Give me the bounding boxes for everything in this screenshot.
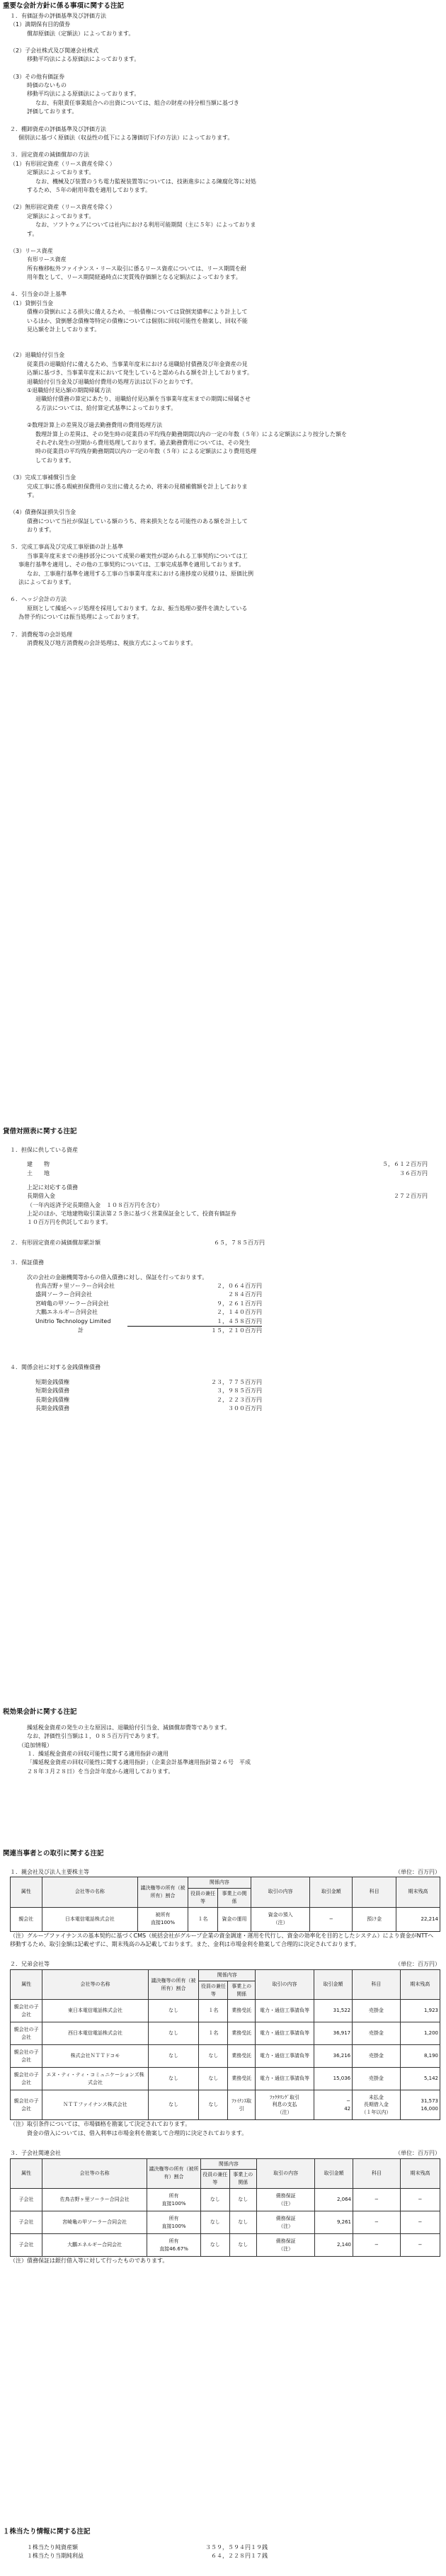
subsidiary-table	[10, 2158, 440, 2257]
cell: 業務受託	[228, 2022, 256, 2045]
note: １０百万円を供託しております。	[27, 1219, 112, 1226]
label: １株当たり純資産額	[27, 2543, 78, 2551]
cell: 業務受託	[228, 2068, 256, 2090]
cell: 売掛金	[353, 2000, 400, 2022]
table-note: （注）グループファイナンスの基本契約に基づくCMS（統括会社がグループ企業の資金調達・運用を代行し、資金の効率化を目的としたシステム）により資金がNTTへ移動するため、取引金額は記載せずに、期末残高のみ記載しております。また、金利は市場金利を勘案して合理的に決定されております。	[10, 1932, 434, 1948]
paragraph-line: （1）満期保有目的債券	[10, 21, 71, 28]
cell: 親会社	[11, 1907, 42, 1931]
table-body	[11, 2000, 440, 2120]
th: 議決権等の所有（被所有）割合	[138, 1877, 188, 1908]
cell: 債務保証 （注）	[256, 2234, 314, 2257]
section-accounting-policies	[3, 1, 428, 648]
paragraph-line: 評価しております。	[27, 108, 78, 115]
table-caption	[10, 1960, 440, 1969]
paragraph-line: ②数理計算上の差異及び過去勤務費用の費用処理方法	[27, 422, 163, 429]
paragraph: （追加情報）	[18, 1741, 52, 1748]
cell: 業務受託	[228, 2000, 256, 2022]
note: 次の会社の金融機関等からの借入債務に対し、保証を行っております。	[27, 1273, 208, 1281]
label: 盛岡ソーラー合同会社	[35, 1291, 92, 1298]
label: 佐鳥吉野ヶ里ソーラー合同会社	[35, 1283, 115, 1290]
table-unit: （単位：百万円）	[395, 1868, 440, 1875]
paragraph: 「繰延税金資産の回収可能性に関する適用指針」（企業会計基準適用指針第２６号 平成	[27, 1759, 251, 1766]
table-title: ２．兄弟会社等	[10, 1961, 50, 1968]
cell: 債務保証 （注）	[256, 2211, 314, 2234]
paragraph-line: するため、５年の耐用年数を適用しております。	[27, 186, 151, 193]
paragraph-line: （4）債務保証損失引当金	[10, 509, 76, 516]
cell: なし	[199, 2090, 228, 2120]
table-row	[11, 2022, 440, 2045]
list-item	[27, 1192, 428, 1201]
th: 会社等の名称	[42, 2158, 147, 2189]
value: ２７２百万円	[394, 1193, 428, 1200]
list-item	[35, 1290, 262, 1299]
cell: なし	[229, 2234, 256, 2257]
list-item	[35, 1282, 262, 1290]
value: ２，１４０百万円	[217, 1309, 262, 1316]
section-title: 重要な会計方針に係る事項に関する注記	[3, 2, 125, 10]
paragraph-line: 従業員の退職給付に備えるため、当事業年度末における退職給付債務及び年金資産の見	[27, 360, 248, 367]
cell: １名	[188, 1907, 217, 1931]
cell: なし	[200, 2234, 229, 2257]
value: ３６百万円	[399, 1169, 428, 1177]
paragraph-line: 債権の貸倒れによる損失に備えるため、一般債権については貸倒実績率により計上して	[27, 309, 248, 316]
cell: 22,214	[396, 1907, 440, 1931]
list-item	[35, 1404, 262, 1413]
cell: 電力・通信工事請負等	[256, 2022, 314, 2045]
paragraph-line: 有形リース資産	[27, 256, 67, 263]
cell: 株式会社ＮＴＴドコモ	[42, 2045, 148, 2068]
list-item	[27, 1169, 428, 1178]
cell: 業務受託	[228, 2045, 256, 2068]
sibling-company-table	[10, 1969, 440, 2121]
table-caption	[10, 2149, 440, 2158]
cell: 西日本電信電話株式会社	[42, 2022, 148, 2045]
section-title: 貸借対照表に関する注記	[3, 1128, 77, 1135]
cell: 子会社	[11, 2234, 42, 2257]
label: 長期借入金	[27, 1193, 55, 1200]
subheading: 上記に対応する債務	[27, 1184, 78, 1191]
paragraph-line: しております。	[35, 457, 75, 464]
cell: なし	[148, 2068, 199, 2090]
cell: −	[400, 2211, 440, 2234]
paragraph-line: （2）無形固定資産（リース資産を除く）	[10, 204, 115, 211]
paragraph-line: 完成工事に係る瑕疵担保費用の支出に備えるため、将来の見積補償額を計上しておりま	[27, 483, 248, 490]
paragraph-line: 込額に基づき、当事業年度末において発生していると認められる額を計上しております。	[27, 370, 253, 377]
value: ５，６１２百万円	[382, 1161, 428, 1168]
table-title: １．親会社及び法人主要株主等	[10, 1868, 89, 1875]
paragraph-line: す。	[27, 230, 38, 237]
th: 科目	[353, 1969, 400, 2000]
paragraph-line: なお、有限責任事業組合への出資については、組合の財産の持分相当額に基づき	[35, 99, 239, 106]
paragraph-line: なお、機械及び装置のうち電力監視装置等については、技術進歩による陳腐化等に対処	[35, 178, 256, 185]
th: 取引の内容	[256, 1969, 314, 2000]
cell: 売掛金	[353, 2045, 400, 2068]
cell: ＮＴＴファイナンス株式会社	[42, 2090, 148, 2120]
cell: 5,142	[400, 2068, 440, 2090]
paragraph-line: 定額法によっております。	[27, 169, 95, 176]
th: 議決権等の所有（被所有）割合	[147, 2158, 201, 2189]
th: 役員の兼任等	[200, 2170, 229, 2189]
cell: 15,036	[314, 2068, 352, 2090]
label: １株当たり当期純利益	[27, 2553, 84, 2560]
paragraph-line: ７．消費税等の会計処理	[10, 631, 72, 638]
paragraph-line: 原則として繰延ヘッジ処理を採用しております。なお、振当処理の要件を満たしている	[27, 605, 248, 612]
th: 関係内容	[188, 1877, 251, 1889]
paragraph-line: ６．ヘッジ会計の方法	[10, 596, 67, 603]
table-unit: （単位：百万円）	[395, 2150, 440, 2157]
paragraph-line: 時価のないもの	[27, 82, 67, 89]
cell: 親会社の子会社	[11, 2000, 42, 2022]
cell: 売掛金	[353, 2068, 400, 2090]
th: 属性	[11, 2158, 42, 2189]
paragraph-line: ５．完成工事高及び完成工事原価の計上基準	[10, 544, 123, 551]
section-title: 税効果会計に関する注記	[3, 1708, 77, 1716]
th: 期末残高	[400, 2158, 440, 2189]
table-row	[11, 2045, 440, 2068]
paragraph-line: 個別法に基づく原価法（収益性の低下による簿価切下げの方法）によっております。	[18, 134, 234, 142]
list-item	[35, 1300, 262, 1308]
cell: 日本電信電話株式会社	[42, 1907, 138, 1931]
cell: 子会社	[11, 2211, 42, 2234]
cell: 子会社	[11, 2189, 42, 2211]
table-row	[11, 2234, 440, 2257]
cell: 1,200	[400, 2022, 440, 2045]
guarantees-list	[3, 1282, 262, 1335]
cell: 親会社の子会社	[11, 2090, 42, 2120]
cell: なし	[200, 2189, 229, 2211]
th: 会社等の名称	[42, 1969, 148, 2000]
paragraph-line: ４．引当金の計上基準	[10, 291, 67, 298]
paragraph-line: 当事業年度末までの進捗部分について成果の確実性が認められる工事契約については工	[27, 552, 248, 559]
cell: −	[400, 2234, 440, 2257]
paragraph: ２８年３月２８日）を当会計年度から適用しております。	[27, 1768, 174, 1775]
cell: − 42	[314, 2090, 352, 2120]
cell: 8,190	[400, 2045, 440, 2068]
th: 属性	[11, 1877, 42, 1908]
assets-list	[3, 1160, 428, 1178]
paragraph-line: おります。	[27, 527, 55, 534]
cell: なし	[200, 2211, 229, 2234]
paragraph-line: 償却原価法（定額法）によっております。	[27, 30, 135, 37]
cell: 36,216	[314, 2045, 352, 2068]
cell: なし	[148, 2022, 199, 2045]
paragraph: １．繰延税金資産の回収可能性に関する適用指針の適用	[27, 1750, 168, 1757]
paragraph-line: 用年数として、リース期間経過時点に実質残存価額となる定額法によっております。	[27, 274, 241, 281]
th: 取引の内容	[251, 1877, 310, 1908]
cell: 所有 直接100%	[147, 2211, 201, 2234]
list-item	[27, 1160, 428, 1169]
table-row	[11, 2211, 440, 2234]
paragraph-line: １．有価証券の評価基準及び評価方法	[10, 12, 106, 19]
th: 役員の兼任等	[188, 1888, 217, 1907]
cell: なし	[229, 2211, 256, 2234]
table-body	[11, 2189, 440, 2257]
cell: １名	[199, 2000, 228, 2022]
cell: 親会社の子会社	[11, 2045, 42, 2068]
cell: 未払金 長期借入金 （１年以内）	[353, 2090, 400, 2120]
related-list	[3, 1378, 262, 1414]
table-note: （注）債務保証は銀行借入等に対して行ったものであります。	[10, 2257, 168, 2265]
label: 土 地	[27, 1169, 50, 1177]
paragraph-line: （3）リース資産	[10, 247, 53, 254]
paragraph-line: （2）退職給付引当金	[10, 352, 65, 359]
cell: なし	[148, 2090, 199, 2120]
section-related-parties	[3, 1849, 442, 2265]
th: 取引金額	[310, 1877, 353, 1908]
table-unit: （単位：百万円）	[395, 1961, 440, 1968]
parent-company-table	[10, 1877, 440, 1932]
table-row	[11, 2090, 440, 2120]
paragraph: なお、評価性引当額は１，０８５百万円であります。	[27, 1733, 163, 1740]
paragraph-line: 所有権移転外ファイナンス・リース取引に係るリース資産については、リース期間を耐	[27, 265, 246, 272]
per-share-list	[3, 2543, 268, 2561]
label: Unitrio Technology Limited	[35, 1317, 111, 1324]
th: 関係内容	[200, 2158, 256, 2170]
note: （一年内返済予定長期借入金 １０８百万円を含む）	[27, 1201, 163, 1208]
table-row	[11, 2189, 440, 2211]
cell: 大鵬エネルギー合同会社	[42, 2234, 147, 2257]
list-item	[35, 1378, 262, 1387]
heading: １．担保に供している資産	[10, 1146, 78, 1153]
cell: 親会社の子会社	[11, 2068, 42, 2090]
section-balance-sheet	[3, 1127, 428, 1413]
th: 会社等の名称	[42, 1877, 138, 1908]
table-row	[11, 2000, 440, 2022]
paragraph-line: 債務について当社が保証している額のうち、将来損失となる可能性のある額を計上して	[27, 517, 248, 525]
value: ３００百万円	[228, 1404, 262, 1412]
paragraph-line: 移動平均法による原価法によっております。	[27, 91, 140, 98]
section-title: 関連当事者との取引に関する注記	[3, 1850, 104, 1857]
list-item	[35, 1317, 262, 1327]
table-note: 資金の借入については、借入利率は市場金利を勘案して合理的に決定されております。	[27, 2129, 248, 2136]
cell: −	[400, 2189, 440, 2211]
cell: 電力・通信工事請負等	[256, 2000, 314, 2022]
label: 宮崎亀の甲ソーラー合同会社	[35, 1300, 109, 1307]
cell: 31,522	[314, 2000, 352, 2022]
heading: ２．有形固定資産の減価償却累計額	[10, 1239, 101, 1246]
cell: 1,923	[400, 2000, 440, 2022]
label: 長期金銭債務	[35, 1404, 69, 1412]
total-row	[35, 1327, 262, 1335]
value: ２，２２３百万円	[217, 1396, 262, 1403]
cell: ﾌｧｸﾀﾘﾝｸﾞ取引 利息の支払 （注）	[256, 2090, 314, 2120]
cell: １名	[199, 2022, 228, 2045]
cell: −	[353, 2211, 401, 2234]
paragraph-line: 定額法によっております。	[27, 212, 95, 219]
label: 大鵬エネルギー合同会社	[35, 1309, 98, 1316]
cell: なし	[199, 2045, 228, 2068]
heading: ３．保証債務	[10, 1259, 44, 1266]
list-item	[35, 1387, 262, 1395]
cell: なし	[199, 2068, 228, 2090]
table-row	[11, 1907, 440, 1931]
paragraph-line: なお、工事進行基準を適用する工事の当事業年度末における進捗度の見積りは、原価比例	[27, 570, 253, 577]
cell: 所有 直接46.67%	[147, 2234, 201, 2257]
value: ２３，７７５百万円	[211, 1378, 262, 1385]
cell: 9,261	[315, 2211, 353, 2234]
value: ３５９，５９４円１９銭	[205, 2543, 268, 2551]
label: 短期金銭債権	[35, 1378, 69, 1385]
table-header	[11, 1969, 440, 1981]
section-body	[3, 12, 428, 648]
th: 事業上の関係	[228, 1981, 256, 2000]
value: １，４５８百万円	[127, 1317, 262, 1327]
cell: なし	[148, 2000, 199, 2022]
th: 科目	[353, 2158, 401, 2189]
paragraph-line: 退職給付債務の算定にあたり、退職給付見込額を当事業年度末までの期間に帰属させ	[35, 396, 251, 403]
paragraph-line: （2）子会社株式及び関連会社株式	[10, 47, 99, 54]
paragraph-line: いるほか、貸倒懸念債権等特定の債権については個別に回収可能性を勘案し、回収不能	[27, 317, 248, 324]
value: ９，２６１百万円	[217, 1300, 262, 1307]
cell: エヌ・ティ・ティ・コミュニケーションズ株式会社	[42, 2068, 148, 2090]
paragraph-line: る方法については、給付算定式基準によっております。	[35, 404, 177, 411]
th: 関係内容	[199, 1969, 256, 1981]
paragraph-line: 法によっております。	[18, 579, 75, 586]
paragraph-line: （3）その他有価証券	[10, 73, 65, 80]
th: 期末残高	[396, 1877, 440, 1908]
list-item	[27, 2543, 268, 2552]
paragraph-line: それぞれ発生の翌期から費用処理しております。過去勤務費用については、その発生	[35, 439, 251, 446]
cell: ﾌｧｲﾅﾝｽ取引	[228, 2090, 256, 2120]
th: 期末残高	[400, 1969, 440, 2000]
cell: −	[353, 2189, 401, 2211]
th: 議決権等の所有（被所有）割合	[148, 1969, 199, 2000]
cell: 所有 直接100%	[147, 2189, 201, 2211]
cell: 資金の運用	[218, 1907, 251, 1931]
paragraph-line: ①退職給付見込額の期間帰属方法	[27, 387, 112, 394]
cell: 電力・通信工事請負等	[256, 2045, 314, 2068]
cell: 債務保証 （注）	[256, 2189, 314, 2211]
cell: なし	[148, 2045, 199, 2068]
cell: 資金の預入 （注）	[251, 1907, 310, 1931]
list-item	[35, 1308, 262, 1317]
cell: 東日本電信電話株式会社	[42, 2000, 148, 2022]
paragraph-line: 消費税及び地方消費税の会計処理は、税抜方式によっております。	[27, 639, 197, 646]
value: ６４，２２８円１７銭	[211, 2553, 268, 2560]
cell: 親会社の子会社	[11, 2022, 42, 2045]
cell: 2,140	[315, 2234, 353, 2257]
paragraph: 繰延税金資産の発生の主な原因は、退職給付引当金、減価償却費等であります。	[27, 1724, 231, 1731]
cell: 31,573 16,000	[400, 2090, 440, 2120]
table-title: ３．子会社関連会社	[10, 2150, 61, 2157]
table-header	[11, 2158, 440, 2170]
cell: −	[310, 1907, 353, 1931]
label: 計	[78, 1327, 84, 1334]
label: 長期金銭債権	[35, 1396, 69, 1403]
cell: 宮崎亀の甲ソーラー合同会社	[42, 2211, 147, 2234]
section-per-share	[3, 2527, 428, 2561]
th: 事業上の関係	[218, 1888, 251, 1907]
paragraph-line: 退職給付引当金及び退職給付費用の処理方法は以下のとおりです。	[27, 378, 197, 385]
th: 取引の内容	[256, 2158, 314, 2189]
th: 属性	[11, 1969, 42, 2000]
cell: 佐鳥吉野ヶ里ソーラー合同会社	[42, 2189, 147, 2211]
value: ６５，７８５百万円	[214, 1239, 265, 1246]
cell: 36,917	[314, 2022, 352, 2045]
paragraph-line: （3）完成工事補償引当金	[10, 474, 76, 481]
table-caption	[10, 1868, 440, 1877]
paragraph-line: なお、ソフトウェアについては社内における利用可能期間（主に５年）によっておりま	[35, 222, 256, 229]
section-title: １株当たり情報に関する注記	[3, 2528, 91, 2536]
th: 取引金額	[315, 2158, 353, 2189]
paragraph-line: 数理計算上の差異は、その発生時の従業員の平均残存勤務期間以内の一定の年数（５年）による定額法により按分した額を	[35, 430, 347, 437]
th: 役員の兼任等	[199, 1981, 228, 2000]
cell: 電力・通信工事請負等	[256, 2068, 314, 2090]
value: １５，２１０百万円	[211, 1327, 262, 1334]
table-row	[11, 2068, 440, 2090]
list-item	[27, 2552, 268, 2560]
table-note: （注）取引条件については、市場価格を勘案して決定されております。	[10, 2121, 191, 2128]
paragraph-line: 移動平均法による原価法によっております。	[27, 56, 140, 63]
paragraph-line: （1）貸倒引当金	[10, 299, 54, 307]
paragraph-line: （1）有形固定資産（リース資産を除く）	[10, 160, 115, 167]
section-tax-effect	[3, 1707, 428, 1776]
cell: −	[353, 2234, 401, 2257]
label: 短期金銭債務	[35, 1387, 69, 1395]
paragraph-line: 見込額を計上しております。	[27, 326, 101, 333]
list-item	[35, 1396, 262, 1404]
paragraph-line: 事進行基準を適用し、その他の工事契約については、工事完成基準を適用しております。	[18, 561, 245, 568]
th: 科目	[353, 1877, 396, 1908]
cell: 売掛金	[353, 2022, 400, 2045]
cell: 被所有 直接100%	[138, 1907, 188, 1931]
cell: 預け金	[353, 1907, 396, 1931]
heading-with-value	[3, 1239, 265, 1247]
th: 事業上の関係	[229, 2170, 256, 2189]
label: 建 物	[27, 1161, 50, 1168]
cell: 2,064	[315, 2189, 353, 2211]
value: ２，０６４百万円	[217, 1283, 262, 1290]
heading: ４．関係会社に対する金銭債権債務	[10, 1364, 101, 1371]
paragraph-line: 時の従業員の平均残存勤務期間以内の一定の年数（５年）による定額法により費用処理	[35, 448, 256, 455]
cell: なし	[229, 2189, 256, 2211]
value: ２８４百万円	[228, 1291, 262, 1298]
value: ３，９８５百万円	[217, 1387, 262, 1395]
paragraph-line: 為替予約については振当処理によっております。	[18, 614, 143, 621]
note: 上記のほか、宅地建物取引業法第２５条に基づく営業保証金として、投資有価証券	[27, 1210, 236, 1218]
paragraph-line: す。	[27, 491, 38, 498]
th: 取引金額	[314, 1969, 352, 2000]
table-header	[11, 1877, 440, 1889]
paragraph-line: ３．固定資産の減価償却の方法	[10, 151, 89, 159]
paragraph-line: ２．棚卸資産の評価基準及び評価方法	[10, 125, 106, 132]
